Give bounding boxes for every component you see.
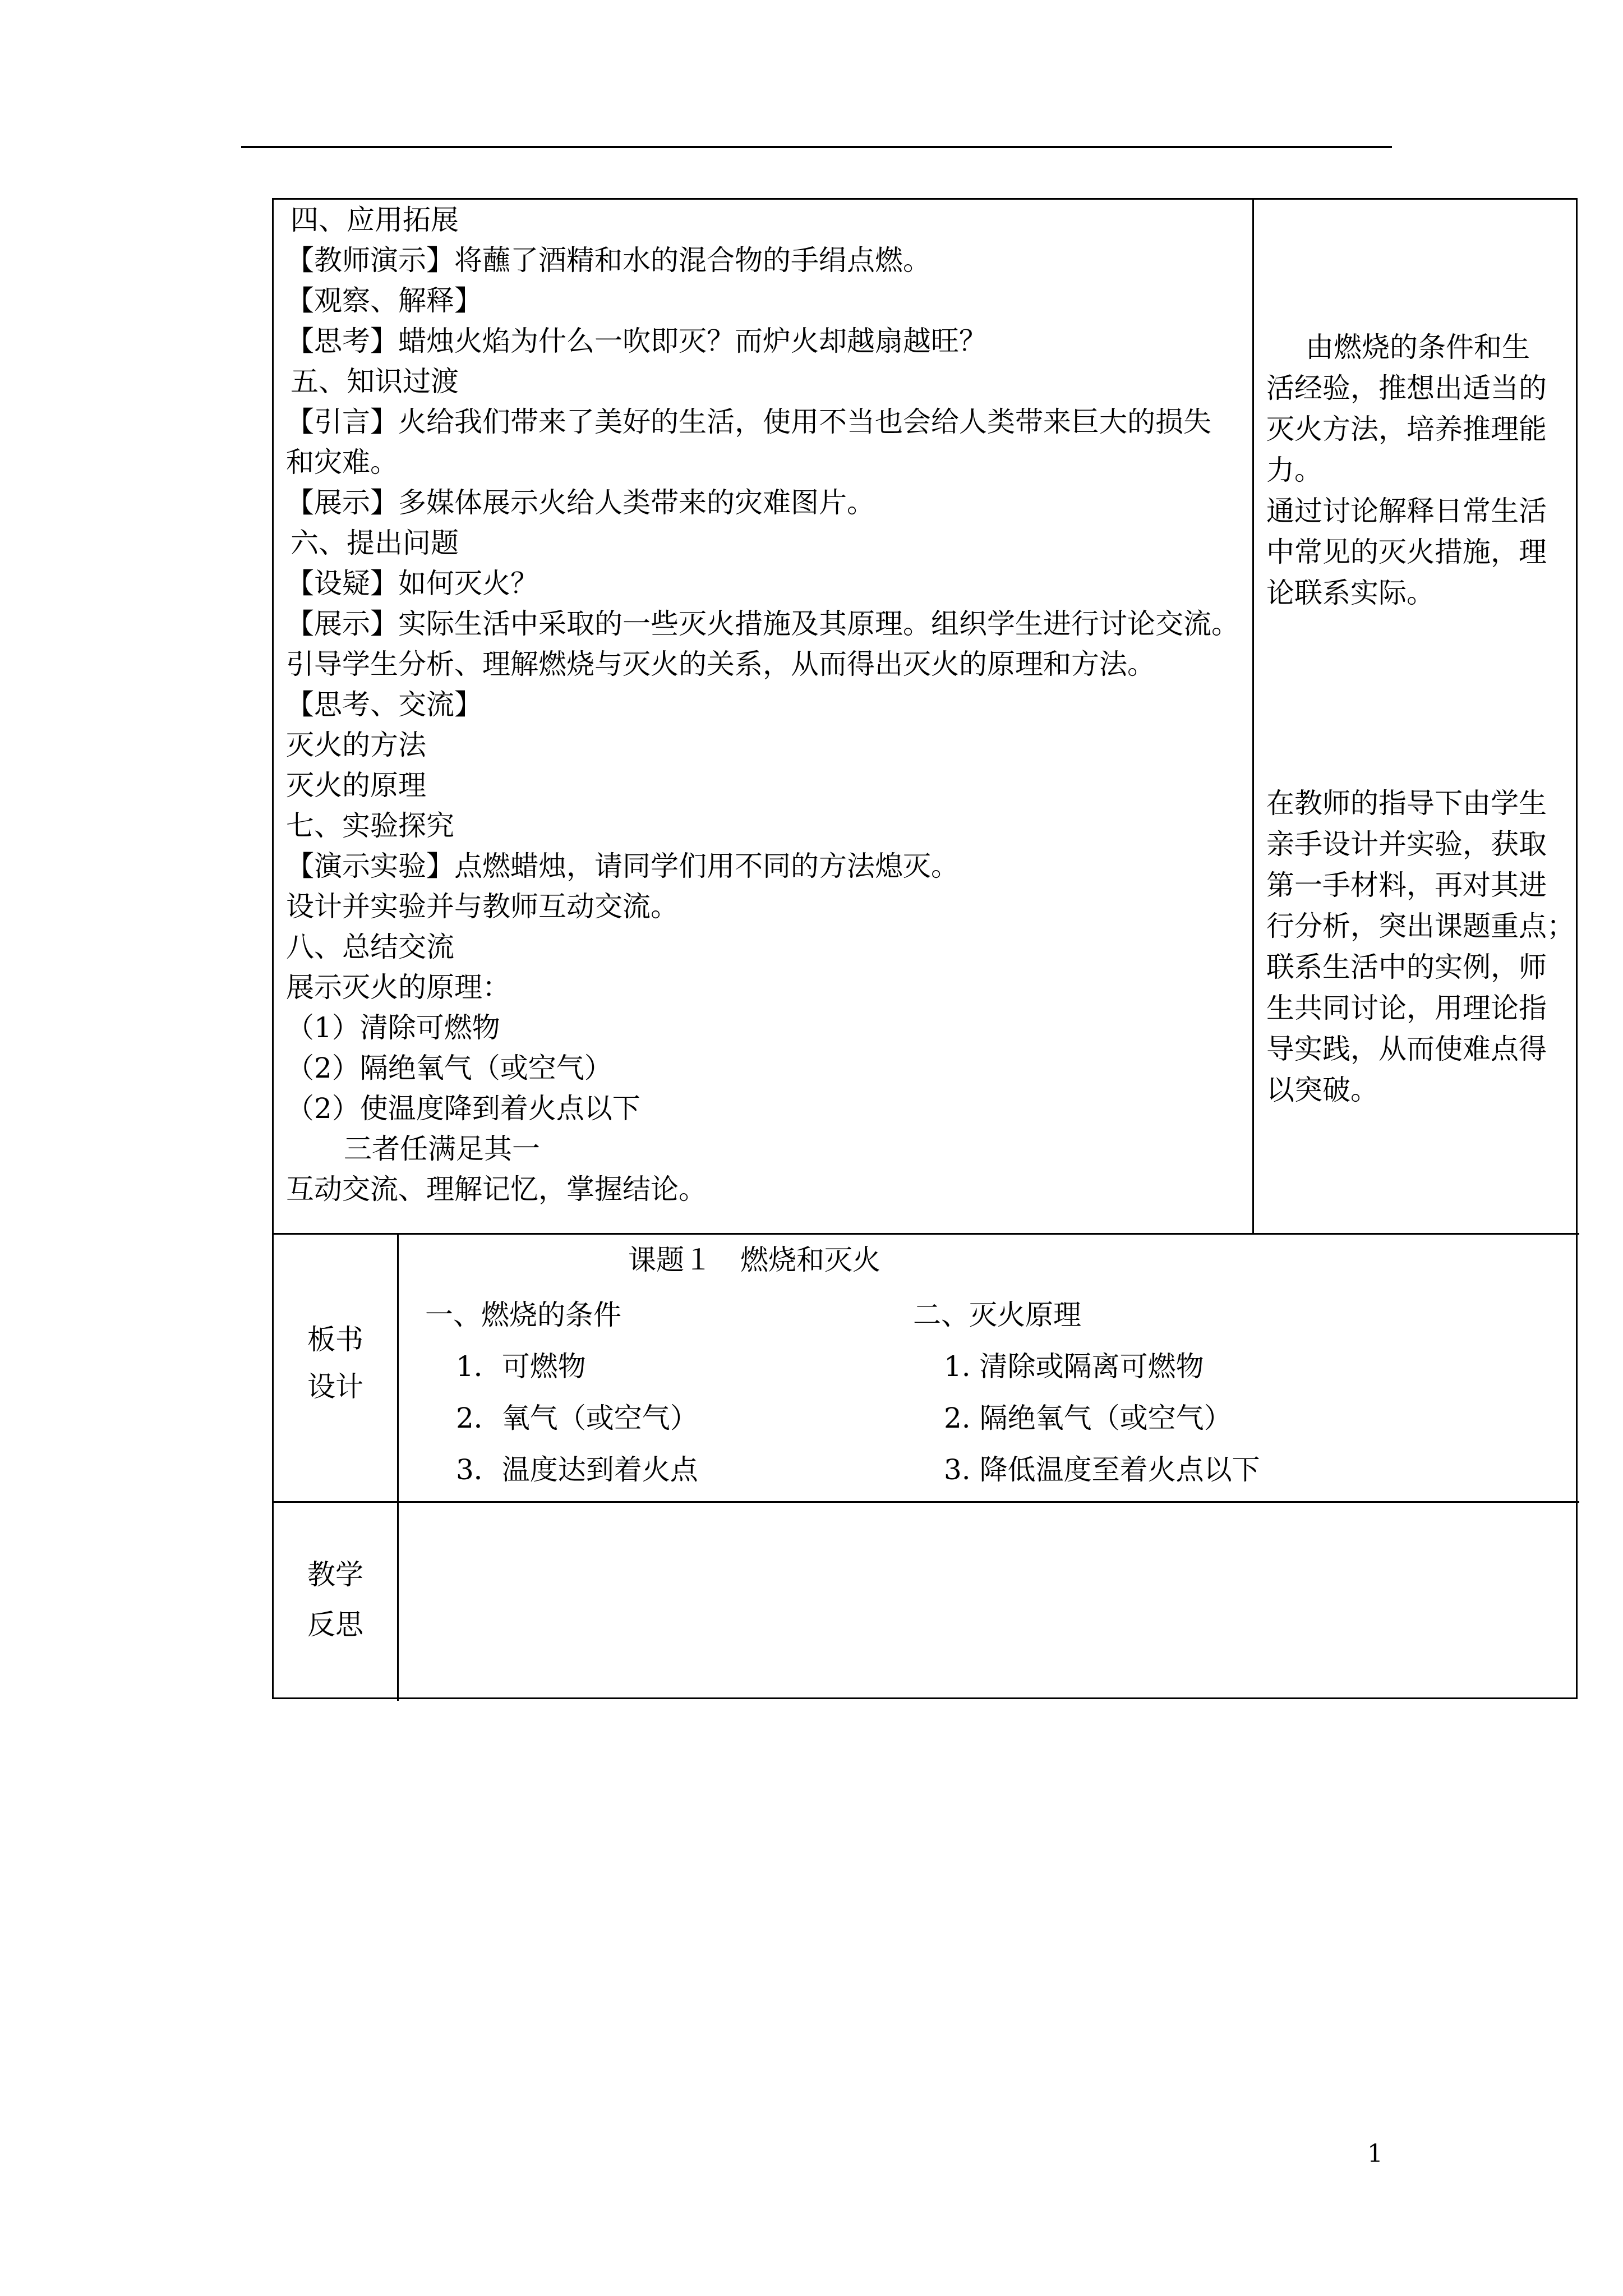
content-line: （2）使温度降到着火点以下 (286, 1092, 640, 1125)
content-line: 和灾难。 (286, 446, 398, 478)
content-line: 【引言】火给我们带来了美好的生活，使用不当也会给人类带来巨大的损失 (286, 406, 1211, 438)
row-divider-board (274, 1233, 1579, 1235)
board-label-line: 设计 (307, 1370, 363, 1403)
board-left-heading: 一、燃烧的条件 (425, 1299, 621, 1331)
note-line: 在教师的指导下由学生 (1266, 787, 1547, 820)
board-right-item: 1. 清除或隔离可燃物 (944, 1350, 1204, 1383)
note-line: 通过讨论解释日常生活 (1266, 495, 1547, 527)
page-number: 1 (1367, 2139, 1383, 2168)
content-line: 【观察、解释】 (286, 284, 482, 317)
note-line: 联系生活中的实例，师 (1266, 951, 1547, 983)
note-line: 以突破。 (1266, 1074, 1378, 1106)
content-line: 五、知识过渡 (291, 365, 459, 398)
content-line: 【设疑】如何灭火？ (286, 567, 538, 600)
content-line: 六、提出问题 (291, 527, 459, 559)
content-line: 互动交流、理解记忆，掌握结论。 (286, 1173, 707, 1205)
board-left-item: 2．氧气（或空气） (456, 1402, 698, 1434)
board-right-item: 2. 隔绝氧气（或空气） (944, 1402, 1232, 1434)
reflection-content[interactable] (399, 1503, 1576, 1697)
note-line: 行分析，突出课题重点； (1266, 910, 1575, 942)
reflection-label-line: 教学 (307, 1558, 363, 1591)
content-line: 【思考】蜡烛火焰为什么一吹即灭？而炉火却越扇越旺？ (286, 325, 987, 357)
board-right-heading: 二、灭火原理 (913, 1299, 1081, 1331)
note-line: 亲手设计并实验，获取 (1266, 828, 1547, 861)
note-line: 由燃烧的条件和生 (1306, 331, 1530, 364)
note-line: 第一手材料，再对其进 (1266, 869, 1547, 901)
board-left-item: 3．温度达到着火点 (456, 1453, 698, 1486)
content-line: （2）隔绝氧气（或空气） (286, 1052, 612, 1084)
content-line: 灭火的原理 (286, 769, 426, 802)
content-line: 设计并实验并与教师互动交流。 (286, 890, 679, 923)
content-line: 【展示】多媒体展示火给人类带来的灾难图片。 (286, 486, 875, 519)
note-line: 力。 (1266, 454, 1322, 486)
board-title: 课题１ 燃烧和灭火 (628, 1244, 880, 1276)
content-line: 四、应用拓展 (291, 204, 459, 236)
content-line: 【演示实验】点燃蜡烛，请同学们用不同的方法熄灭。 (286, 850, 959, 882)
content-line: 【展示】实际生活中采取的一些灭火措施及其原理。组织学生进行讨论交流。 (286, 608, 1239, 640)
note-line: 灭火方法，培养推理能 (1266, 413, 1547, 445)
header-rule (241, 146, 1392, 148)
content-line: 【教师演示】将蘸了酒精和水的混合物的手绢点燃。 (286, 244, 931, 277)
content-line: 三者任满足其一 (344, 1133, 540, 1165)
note-line: 活经验，推想出适当的 (1266, 372, 1547, 404)
content-line: （1）清除可燃物 (286, 1011, 500, 1044)
content-line: 七、实验探究 (286, 809, 454, 842)
note-line: 导实践，从而使难点得 (1266, 1033, 1547, 1065)
content-line: 【思考、交流】 (286, 688, 482, 721)
board-left-item: 1．可燃物 (456, 1350, 586, 1383)
board-right-item: 3. 降低温度至着火点以下 (944, 1453, 1260, 1486)
lesson-plan-table (272, 198, 1578, 1699)
board-label-line: 板书 (307, 1323, 363, 1356)
reflection-label-line: 反思 (307, 1608, 363, 1641)
note-line: 中常见的灭火措施，理 (1266, 536, 1547, 568)
content-line: 引导学生分析、理解燃烧与灭火的关系，从而得出灭火的原理和方法。 (286, 648, 1155, 680)
note-line: 论联系实际。 (1266, 577, 1435, 609)
note-line: 生共同讨论，用理论指 (1266, 992, 1547, 1024)
process-column-divider (1252, 200, 1254, 1233)
content-line: 展示灭火的原理： (286, 971, 510, 1004)
content-line: 八、总结交流 (286, 931, 454, 963)
content-line: 灭火的方法 (286, 729, 426, 761)
